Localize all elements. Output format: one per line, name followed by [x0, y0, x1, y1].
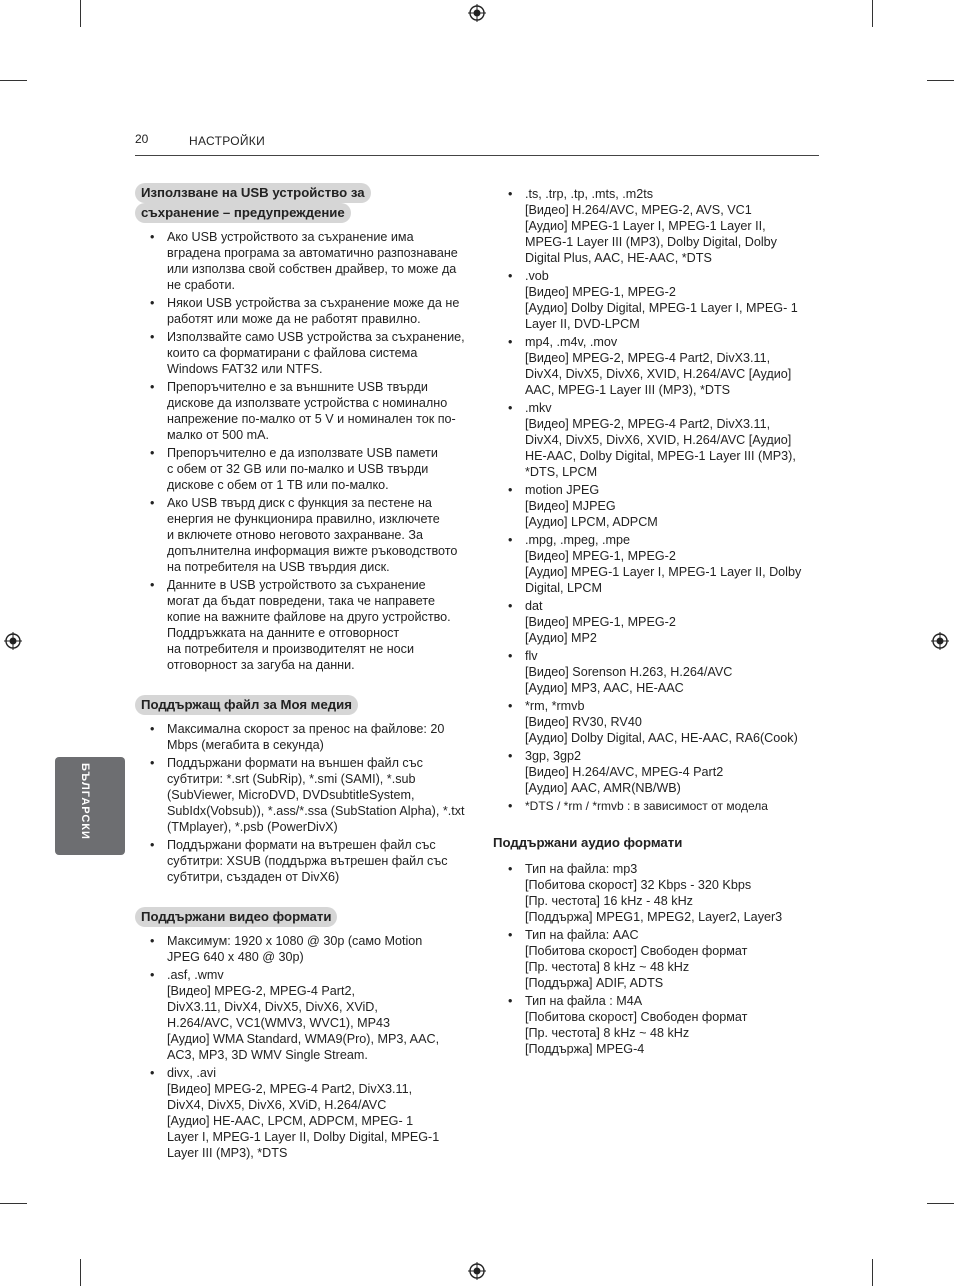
- list-item-line: • Тип на файла: mp3: [525, 862, 638, 876]
- list-item-line: *DTS, LPCM: [525, 465, 598, 479]
- list-item-line: • Поддържани формати на външен файл със: [167, 756, 423, 770]
- list-item: [493, 748, 823, 796]
- list-item: [493, 186, 823, 266]
- list-item-line: [Видео] MPEG-1, MPEG-2: [525, 549, 676, 563]
- list-item-line: • Максимум: 1920 x 1080 @ 30p (само Motion: [167, 934, 423, 948]
- usb-warning-list: [135, 229, 465, 673]
- list-item-line: [Побитова скорост] 32 Kbps - 320 Kbps: [525, 878, 752, 892]
- list-item-line: [Видео] H.264/AVC, MPEG-2, AVS, VC1: [525, 203, 752, 217]
- list-item-line: Windows FAT32 или NTFS.: [167, 362, 323, 376]
- list-item: [135, 445, 465, 493]
- list-item-line: [Видео] MPEG-2, MPEG-4 Part2, DivX3.11,: [525, 351, 771, 365]
- video-format-list: [135, 933, 465, 1161]
- list-item-line: • Ако USB устройството за съхранение има: [167, 230, 414, 244]
- list-item-line: • Някои USB устройства за съхранение може да не: [167, 296, 460, 310]
- registration-mark-icon: [468, 4, 486, 22]
- list-item-line: [Аудио] MPEG-1 Layer I, MPEG-1 Layer II,: [525, 219, 766, 233]
- registration-mark-icon: [4, 632, 22, 650]
- list-item-line: на потребителя и производителят не носи: [167, 642, 414, 656]
- list-item-line: [Видео] Sorenson H.263, H.264/AVC: [525, 665, 733, 679]
- list-item-line: субтитри: *.srt (SubRip), *.smi (SAMI), *.sub: [167, 772, 416, 786]
- list-item-line: [Аудио] HE-AAC, LPCM, ADPCM, MPEG- 1: [167, 1114, 414, 1128]
- list-item: [135, 721, 465, 753]
- heading-line: Поддържани видео формати: [135, 907, 337, 927]
- list-item-line: • Използвайте само USB устройства за съхранение,: [167, 330, 465, 344]
- list-item-line: малко от 500 mA.: [167, 428, 270, 442]
- list-item-line: HE-AAC, Dolby Digital, MPEG-1 Layer III (MP3),: [525, 449, 796, 463]
- list-item-line: субтитри, създаден от DivX6): [167, 870, 340, 884]
- list-item-line: DivX3.11, DivX4, DivX5, DivX6, XViD,: [167, 1000, 378, 1014]
- list-item: [135, 295, 465, 327]
- right-column: [493, 186, 823, 1059]
- list-item-line: • Ако USB твърд диск с функция за пестене на: [167, 496, 432, 510]
- list-item-line: или използва свой собствен драйвер, то може да: [167, 262, 457, 276]
- list-item-line: • motion JPEG: [525, 483, 600, 497]
- language-tab-label: БЪЛГАРСКИ: [79, 763, 91, 840]
- heading-line: Поддържащ файл за Моя медия: [135, 695, 358, 715]
- list-item: [493, 993, 823, 1057]
- list-item: [493, 268, 823, 332]
- list-item-line: • flv: [525, 649, 538, 663]
- list-item-line: Digital, LPCM: [525, 581, 602, 595]
- list-item-line: SubIdx(Vobsub)), *.ass/*.ssa (SubStation Alpha), *.txt: [167, 804, 465, 818]
- list-item-line: вградена програма за автоматично разпознаване: [167, 246, 458, 260]
- list-item: [493, 698, 823, 746]
- list-item-line: [Видео] MPEG-2, MPEG-4 Part2, DivX3.11,: [525, 417, 771, 431]
- list-item-line: Digital Plus, AAC, HE-AAC, *DTS: [525, 251, 712, 265]
- list-item-line: [Поддържа] ADIF, ADTS: [525, 976, 664, 990]
- crop-mark: [927, 1203, 954, 1204]
- list-item-line: [Поддържа] MPEG-4: [525, 1042, 645, 1056]
- list-item-line: [Видео] MPEG-2, MPEG-4 Part2, DivX3.11,: [167, 1082, 413, 1096]
- list-item-line: допълнителна информация вижте ръководството: [167, 544, 458, 558]
- list-item-line: • Препоръчително е да използвате USB памети: [167, 446, 438, 460]
- list-item-line: MPEG-1 Layer III (MP3), Dolby Digital, Dolby: [525, 235, 777, 249]
- left-column: [135, 183, 465, 1163]
- list-item-line: • Препоръчително е за външните USB твърди: [167, 380, 428, 394]
- list-item-line: които са форматирани с файлова система: [167, 346, 418, 360]
- list-item-line: [Видео] MJPEG: [525, 499, 616, 513]
- list-item-line: работят или може да не работят правилно.: [167, 312, 421, 326]
- list-item-line: [Видео] RV30, RV40: [525, 715, 642, 729]
- list-item: [135, 229, 465, 293]
- list-item-line: JPEG 640 x 480 @ 30p): [167, 950, 304, 964]
- list-item: [493, 861, 823, 925]
- section-title: НАСТРОЙКИ: [189, 134, 266, 148]
- list-item-line: [Пр. честота] 16 kHz - 48 kHz: [525, 894, 693, 908]
- crop-mark: [0, 80, 27, 81]
- list-item-line: [Аудио] AAC, AMR(NB/WB): [525, 781, 681, 795]
- list-item-line: [Видео] MPEG-2, MPEG-4 Part2,: [167, 984, 355, 998]
- list-item-line: [Пр. честота] 8 kHz ~ 48 kHz: [525, 960, 690, 974]
- list-item-line: DivX4, DivX5, DivX6, XVID, H.264/AVC [Аудио]: [525, 433, 792, 447]
- list-item: [493, 482, 823, 530]
- list-item-line: могат да бъдат повредени, така че направете: [167, 594, 435, 608]
- list-item: [135, 329, 465, 377]
- list-item-line: Поддръжката на данните е отговорност: [167, 626, 400, 640]
- list-item-line: H.264/AVC, VC1(WMV3, WVC1), MP43: [167, 1016, 391, 1030]
- crop-mark: [0, 1203, 27, 1204]
- list-item: [135, 967, 465, 1063]
- crop-mark: [872, 0, 873, 27]
- usb-section-heading: [135, 183, 465, 223]
- list-item-line: • *rm, *rmvb: [525, 699, 585, 713]
- list-item: [135, 755, 465, 835]
- list-item-line: • dat: [525, 599, 543, 613]
- list-item-line: Mbps (мегабита в секунда): [167, 738, 324, 752]
- list-item-line: енергия не функционира правилно, изключете: [167, 512, 440, 526]
- list-item-line: отговорност за загуба на данни.: [167, 658, 355, 672]
- video-format-list-continued: [493, 186, 823, 796]
- list-item-line: • Максимална скорост за пренос на файлове: 20: [167, 722, 445, 736]
- list-item: [135, 933, 465, 965]
- list-item: [493, 532, 823, 596]
- list-item-line: не сработи.: [167, 278, 236, 292]
- list-item-line: DivX4, DivX5, DivX6, XVID, H.264/AVC [Аудио]: [525, 367, 792, 381]
- list-item: [493, 334, 823, 398]
- list-item-line: • mp4, .m4v, .mov: [525, 335, 618, 349]
- list-item-line: субтитри: XSUB (поддържа вътрешен файл със: [167, 854, 448, 868]
- list-item: [135, 379, 465, 443]
- list-item-line: • .mkv: [525, 401, 552, 415]
- media-section-heading: [135, 695, 465, 715]
- list-item: [493, 400, 823, 480]
- list-item: [135, 1065, 465, 1161]
- registration-mark-icon: [468, 1262, 486, 1280]
- list-item-line: [Аудио] LPCM, ADPCM: [525, 515, 658, 529]
- list-item-line: [Аудио] WMA Standard, WMA9(Pro), MP3, AAC,: [167, 1032, 440, 1046]
- list-item-line: Layer I, MPEG-1 Layer II, Dolby Digital, MPEG-1: [167, 1130, 440, 1144]
- registration-mark-icon: [931, 632, 949, 650]
- video-section-heading: [135, 907, 465, 927]
- list-item-line: • Тип на файла: AAC: [525, 928, 639, 942]
- list-item-line: (TMplayer), *.psb (PowerDivX): [167, 820, 338, 834]
- heading-line: съхранение – предупреждение: [135, 203, 351, 223]
- list-item-line: • Тип на файла : M4A: [525, 994, 643, 1008]
- list-item-line: AAC, MPEG-1 Layer III (MP3), *DTS: [525, 383, 731, 397]
- list-item-line: с обем от 32 GB или по-малко и USB твърди: [167, 462, 429, 476]
- heading-line: Използване на USB устройство за: [135, 183, 371, 203]
- audio-section-heading: Поддържани аудио формати: [493, 835, 683, 850]
- list-item-line: напрежение по-малко от 5 V и номинален ток по-: [167, 412, 456, 426]
- page-number: 20: [135, 132, 149, 146]
- list-item-line: • .ts, .trp, .tp, .mts, .m2ts: [525, 187, 654, 201]
- list-item-line: [Аудио] MP3, AAC, HE-AAC: [525, 681, 684, 695]
- list-item-line: (SubViewer, MicroDVD, DVDsubtitleSystem,: [167, 788, 415, 802]
- list-item: [493, 927, 823, 991]
- language-tab: [55, 757, 125, 855]
- list-item-line: [Аудио] Dolby Digital, MPEG-1 Layer I, MPEG- 1: [525, 301, 798, 315]
- video-note: • *DTS / *rm / *rmvb : в зависимост от модела: [525, 799, 768, 813]
- list-item-line: [Поддържа] MPEG1, MPEG2, Layer2, Layer3: [525, 910, 783, 924]
- list-item-line: дискове с обем от 1 TB или по-малко.: [167, 478, 389, 492]
- media-support-list: [135, 721, 465, 885]
- list-item-line: • .mpg, .mpeg, .mpe: [525, 533, 630, 547]
- crop-mark: [872, 1259, 873, 1286]
- list-item-line: AC3, MP3, 3D WMV Single Stream.: [167, 1048, 368, 1062]
- crop-mark: [80, 0, 81, 27]
- list-item-line: Layer II, DVD-LPCM: [525, 317, 640, 331]
- list-item-line: [Аудио] MP2: [525, 631, 597, 645]
- list-item-line: [Аудио] Dolby Digital, AAC, HE-AAC, RA6(Cook): [525, 731, 798, 745]
- list-item-line: • divx, .avi: [167, 1066, 216, 1080]
- list-item-line: DivX4, DivX5, DivX6, XViD, H.264/AVC: [167, 1098, 387, 1112]
- list-item-line: • Данните в USB устройството за съхранение: [167, 578, 426, 592]
- list-item-line: [Видео] MPEG-1, MPEG-2: [525, 285, 676, 299]
- list-item: [493, 798, 823, 814]
- list-item: [135, 577, 465, 673]
- list-item: [493, 598, 823, 646]
- list-item-line: [Аудио] MPEG-1 Layer I, MPEG-1 Layer II, Dolby: [525, 565, 802, 579]
- list-item-line: [Побитова скорост] Свободен формат: [525, 944, 748, 958]
- list-item: [135, 495, 465, 575]
- list-item-line: [Пр. честота] 8 kHz ~ 48 kHz: [525, 1026, 690, 1040]
- list-item-line: • .vob: [525, 269, 549, 283]
- crop-mark: [927, 80, 954, 81]
- list-item-line: на потребителя на USB твърдия диск.: [167, 560, 390, 574]
- list-item-line: [Побитова скорост] Свободен формат: [525, 1010, 748, 1024]
- list-item-line: [Видео] MPEG-1, MPEG-2: [525, 615, 676, 629]
- list-item-line: Layer III (MP3), *DTS: [167, 1146, 288, 1160]
- list-item-line: копие на важните файлове на друго устройство.: [167, 610, 451, 624]
- header-divider: [135, 155, 819, 156]
- list-item: [135, 837, 465, 885]
- list-item-line: • .asf, .wmv: [167, 968, 224, 982]
- list-item-line: дискове да използвате устройства с номинално: [167, 396, 448, 410]
- audio-format-list: [493, 861, 823, 1057]
- crop-mark: [80, 1259, 81, 1286]
- list-item: [493, 648, 823, 696]
- list-item-line: и включете отново неговото захранване. За: [167, 528, 424, 542]
- list-item-line: • 3gp, 3gp2: [525, 749, 582, 763]
- list-item-line: [Видео] H.264/AVC, MPEG-4 Part2: [525, 765, 724, 779]
- list-item-line: • Поддържани формати на вътрешен файл със: [167, 838, 436, 852]
